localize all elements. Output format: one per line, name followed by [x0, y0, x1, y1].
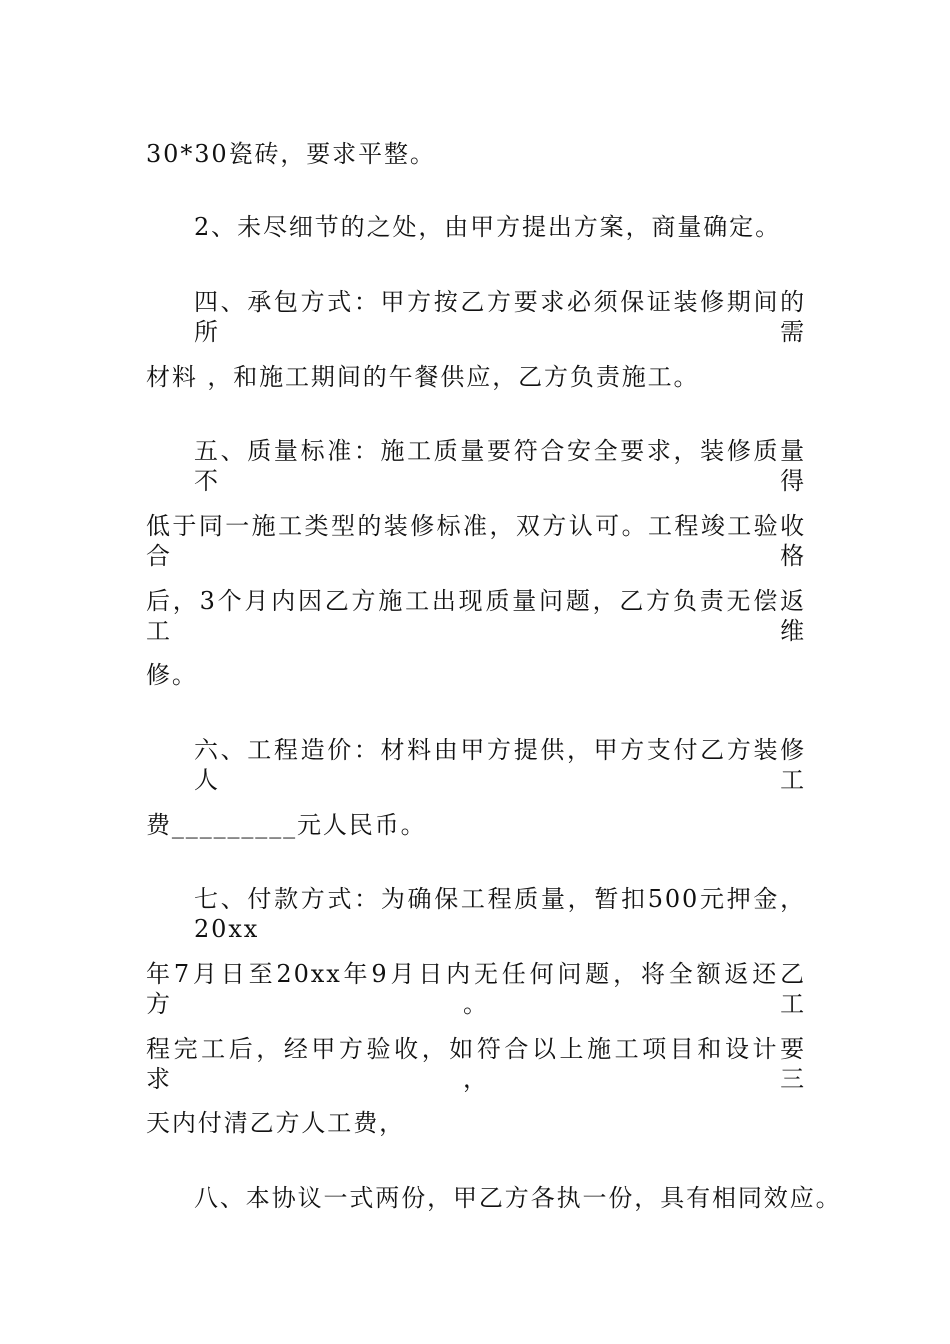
text-line-12: 年7月日至20xx年9月日内无任何问题，将全额返还乙方。工 [146, 960, 806, 1018]
text-line-5: 五、质量标准：施工质量要符合安全要求，装修质量不得 [194, 437, 806, 495]
text-line-15: 八、本协议一式两份，甲乙方各执一份，具有相同效应。 [194, 1184, 842, 1212]
text-line-2: 2、未尽细节的之处，由甲方提出方案，商量确定。 [194, 213, 781, 241]
text-line-9: 六、工程造价：材料由甲方提供，甲方支付乙方装修人工 [194, 736, 806, 794]
text-line-13: 程完工后，经甲方验收，如符合以上施工项目和设计要求，三 [146, 1035, 806, 1093]
text-line-11: 七、付款方式：为确保工程质量，暂扣500元押金，20xx [194, 885, 806, 943]
text-line-3: 四、承包方式：甲方按乙方要求必须保证装修期间的所需 [194, 288, 806, 346]
text-line-1: 30*30瓷砖，要求平整。 [146, 140, 436, 168]
text-line-8: 修。 [146, 661, 198, 689]
text-line-6: 低于同一施工类型的装修标准，双方认可。工程竣工验收合格 [146, 512, 806, 570]
text-line-10: 费_________元人民币。 [146, 811, 427, 839]
text-line-14: 天内付清乙方人工费， [146, 1109, 405, 1137]
text-line-7: 后，3个月内因乙方施工出现质量问题，乙方负责无偿返工维 [146, 587, 806, 645]
text-line-4: 材料 ，和施工期间的午餐供应，乙方负责施工。 [146, 363, 700, 391]
